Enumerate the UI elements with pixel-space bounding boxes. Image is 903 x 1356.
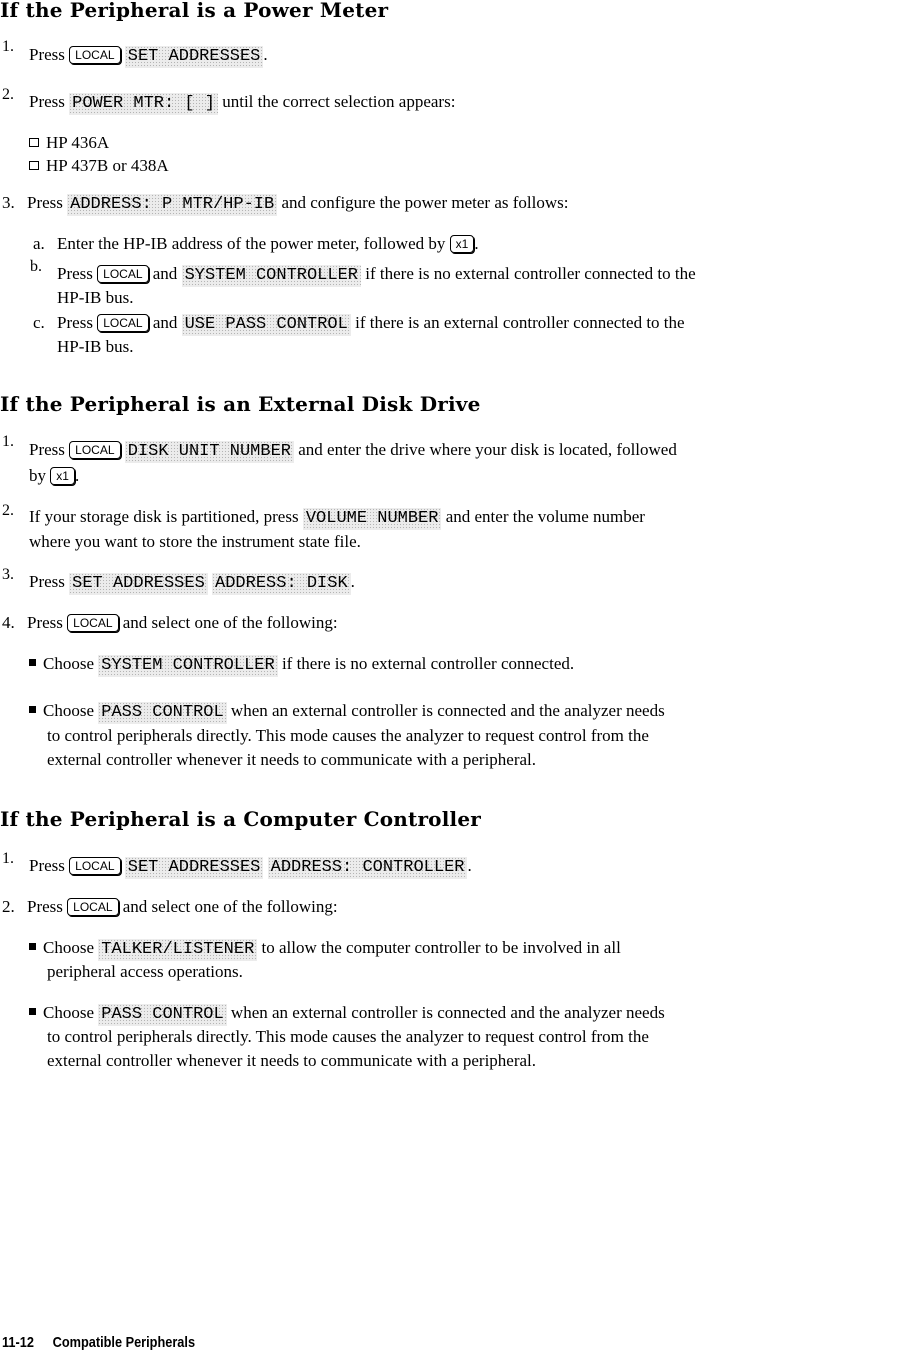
- step-end: .: [350, 572, 355, 591]
- step-number: 1.: [2, 850, 14, 867]
- local-key[interactable]: LOCAL: [69, 857, 120, 875]
- step-number: 3.: [2, 566, 14, 583]
- talker-listener-softkey[interactable]: TALKER/LISTENER: [98, 939, 257, 961]
- address-controller-softkey[interactable]: ADDRESS: CONTROLLER: [268, 857, 468, 879]
- dd-bullet2: [29, 700, 665, 724]
- dd-step1: [29, 439, 677, 463]
- heading-computer-controller: If the Peripheral is a Computer Controller: [0, 807, 481, 831]
- sub-text: Enter the HP-IB address of the power meter, followed by: [57, 234, 446, 253]
- cc-bullet1: [29, 937, 621, 961]
- sub-label: a.: [33, 234, 45, 253]
- bullet-icon: [29, 1008, 36, 1015]
- step-text: Press: [29, 440, 65, 459]
- sub-text: and: [152, 264, 178, 283]
- x1-key[interactable]: x1: [50, 467, 75, 485]
- sub-end: .: [474, 234, 479, 253]
- sub-text: Press: [57, 264, 93, 283]
- page-number: 11-12: [2, 1334, 34, 1351]
- dd-step2: [29, 506, 645, 530]
- sub-text: Press: [57, 313, 93, 332]
- sub-text: if there is no external controller connected to the: [365, 264, 696, 283]
- option-label: HP 436A: [46, 133, 110, 152]
- cc-step1: [29, 855, 472, 879]
- bullet-text: when an external controller is connected and the analyzer needs: [230, 1003, 665, 1022]
- step-text: If your storage disk is partitioned, press: [29, 507, 299, 526]
- page-footer: [2, 1334, 195, 1351]
- bullet-text: when an external controller is connected and the analyzer needs: [230, 701, 665, 720]
- step-number: 1.: [2, 38, 14, 55]
- step-text: and select one of the following:: [122, 613, 338, 632]
- local-key[interactable]: LOCAL: [97, 314, 148, 332]
- bullet-icon: [29, 659, 36, 666]
- step-number: 3.: [2, 193, 15, 212]
- step-continuation: [29, 465, 79, 487]
- use-pass-control-softkey[interactable]: USE PASS CONTROL: [182, 314, 351, 336]
- dd-bullet1: [29, 653, 574, 677]
- option-item: [29, 155, 169, 177]
- bullet-text: Choose: [43, 1003, 94, 1022]
- step-text: and enter the drive where your disk is located, followed: [298, 440, 677, 459]
- bullet-icon: [29, 706, 36, 713]
- bullet-continuation: to control peripherals directly. This mode causes the analyzer to request control from the: [47, 1027, 649, 1046]
- address-pmtr-softkey[interactable]: ADDRESS: P MTR/HP-IB: [67, 194, 277, 216]
- power-mtr-softkey[interactable]: POWER MTR: [ ]: [69, 93, 218, 115]
- step-text: Press: [29, 856, 65, 875]
- chapter-title: Compatible Peripherals: [52, 1334, 196, 1351]
- checkbox-icon: [29, 161, 39, 170]
- pm-step3: [2, 192, 568, 216]
- set-addresses-softkey[interactable]: SET ADDRESSES: [125, 857, 264, 879]
- step-text: Press: [29, 45, 65, 64]
- bullet-icon: [29, 943, 36, 950]
- step-text: Press: [27, 897, 63, 916]
- heading-power-meter: If the Peripheral is a Power Meter: [0, 0, 389, 22]
- pass-control-softkey[interactable]: PASS CONTROL: [98, 1004, 226, 1026]
- sub-continuation: HP-IB bus.: [57, 288, 134, 307]
- option-label: HP 437B or 438A: [46, 156, 169, 175]
- system-controller-softkey[interactable]: SYSTEM CONTROLLER: [98, 655, 277, 677]
- step-text: and enter the volume number: [445, 507, 645, 526]
- step-number: 1.: [2, 433, 14, 450]
- pm-sub-b: [57, 263, 696, 287]
- step-number: 4.: [2, 613, 15, 632]
- bullet-continuation: peripheral access operations.: [47, 962, 243, 981]
- sub-label: c.: [33, 313, 45, 332]
- pm-sub-c: [33, 312, 685, 336]
- step-text: until the correct selection appears:: [222, 92, 456, 111]
- address-disk-softkey[interactable]: ADDRESS: DISK: [212, 573, 351, 595]
- bullet-continuation: external controller whenever it needs to communicate with a peripheral.: [47, 1051, 537, 1070]
- step-text: Press: [27, 613, 63, 632]
- step-text: Press: [29, 92, 65, 111]
- step-text: Press: [27, 193, 63, 212]
- bullet-text: if there is no external controller connected.: [281, 654, 575, 673]
- dd-step3: [29, 571, 355, 595]
- local-key[interactable]: LOCAL: [97, 265, 148, 283]
- step-text: Press: [29, 572, 65, 591]
- dd-step4: [2, 612, 338, 634]
- cc-bullet2: [29, 1002, 665, 1026]
- local-key[interactable]: LOCAL: [67, 614, 118, 632]
- bullet-text: to allow the computer controller to be involved in all: [261, 938, 621, 957]
- disk-unit-number-softkey[interactable]: DISK UNIT NUMBER: [125, 441, 294, 463]
- local-key[interactable]: LOCAL: [67, 898, 118, 916]
- sub-text: and: [152, 313, 178, 332]
- sub-label: b.: [30, 258, 42, 275]
- heading-disk-drive: If the Peripheral is an External Disk Drive: [0, 392, 481, 416]
- pm-step2: [29, 91, 455, 115]
- set-addresses-softkey[interactable]: SET ADDRESSES: [69, 573, 208, 595]
- pass-control-softkey[interactable]: PASS CONTROL: [98, 702, 226, 724]
- option-item: [29, 132, 109, 154]
- volume-number-softkey[interactable]: VOLUME NUMBER: [303, 508, 442, 530]
- pm-sub-a: [33, 233, 479, 255]
- bullet-continuation: to control peripherals directly. This mode causes the analyzer to request control from the: [47, 726, 649, 745]
- set-addresses-softkey[interactable]: SET ADDRESSES: [125, 46, 264, 68]
- checkbox-icon: [29, 138, 39, 147]
- system-controller-softkey[interactable]: SYSTEM CONTROLLER: [182, 265, 361, 287]
- step-end: .: [74, 466, 80, 485]
- pm-step1: [29, 44, 268, 68]
- step-number: 2.: [2, 897, 15, 916]
- step-end: .: [467, 856, 472, 875]
- step-number: 2.: [2, 502, 14, 519]
- local-key[interactable]: LOCAL: [69, 46, 120, 64]
- step-number: 2.: [2, 86, 14, 103]
- bullet-text: Choose: [43, 701, 94, 720]
- step-end: .: [263, 45, 268, 64]
- bullet-continuation: external controller whenever it needs to communicate with a peripheral.: [47, 750, 537, 769]
- sub-text: if there is an external controller connected to the: [355, 313, 685, 332]
- step-text: by: [29, 466, 46, 485]
- local-key[interactable]: LOCAL: [69, 441, 120, 459]
- bullet-text: Choose: [43, 654, 94, 673]
- x1-key[interactable]: x1: [450, 235, 475, 253]
- step-text: and configure the power meter as follows:: [281, 193, 569, 212]
- cc-step2: [2, 896, 338, 918]
- bullet-text: Choose: [43, 938, 94, 957]
- step-text: and select one of the following:: [122, 897, 338, 916]
- step-continuation: where you want to store the instrument state file.: [29, 532, 361, 551]
- sub-continuation: HP-IB bus.: [57, 337, 134, 356]
